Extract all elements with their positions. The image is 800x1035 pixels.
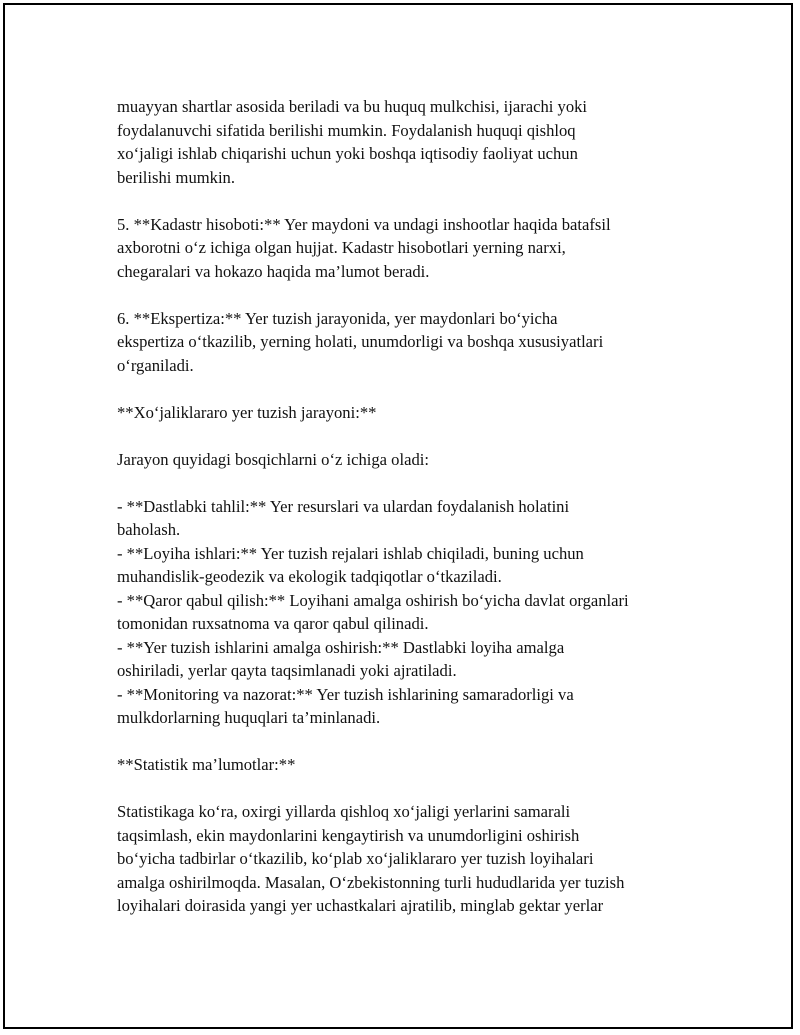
list-item-line: baholash. (117, 520, 181, 539)
paragraph-usage-rights (117, 95, 717, 189)
list-item-line: muhandislik-geodezik va ekologik tadqiqotlar o‘tkaziladi. (117, 567, 502, 586)
paragraph-stages-intro (117, 448, 717, 472)
text-line: chegaralari va hokazo haqida ma’lumot beradi. (117, 261, 430, 281)
list-item-line: - **Loyiha ishlari:** Yer tuzish rejalari ishlab chiqiladi, buning uchun (117, 543, 584, 563)
heading-interfarm-process (117, 401, 717, 425)
text-line: 5. **Kadastr hisoboti:** Yer maydoni va undagi inshootlar haqida batafsil (117, 214, 611, 234)
text-line: foydalanuvchi sifatida berilishi mumkin. Foydalanish huquqi qishloq (117, 120, 576, 140)
paragraph-expertise (117, 307, 717, 378)
list-item-line: - **Dastlabki tahlil:** Yer resurslari va ulardan foydalanish holatini (117, 496, 570, 516)
list-item-line: oshiriladi, yerlar qayta taqsimlanadi yoki ajratiladi. (117, 661, 457, 680)
text-line: xo‘jaligi ishlab chiqarishi uchun yoki boshqa iqtisodiy faoliyat uchun (117, 144, 578, 163)
list-item-line: mulkdorlarning huquqlari ta’minlanadi. (117, 708, 381, 727)
heading-statistics (117, 753, 717, 777)
list-item-line: - **Monitoring va nazorat:** Yer tuzish ishlarining samaradorligi va (117, 684, 574, 704)
text-line: bo‘yicha tadbirlar o‘tkazilib, ko‘plab xo‘jaliklararo yer tuzish loyihalari (117, 849, 594, 868)
list-item-line: tomonidan ruxsatnoma va qaror qabul qilinadi. (117, 614, 429, 633)
text-line: axborotni o‘z ichiga olgan hujjat. Kadastr hisobotlari yerning narxi, (117, 238, 566, 257)
stages-list (117, 495, 717, 730)
text-line: **Statistik ma’lumotlar:** (117, 755, 296, 774)
paragraph-cadastre-report (117, 213, 717, 284)
text-line: amalga oshirilmoqda. Masalan, O‘zbekistonning turli hududlarida yer tuzish (117, 872, 625, 892)
text-line: **Xo‘jaliklararo yer tuzish jarayoni:** (117, 402, 377, 422)
text-line: loyihalari doirasida yangi yer uchastkalari ajratilib, minglab gektar yerlar (117, 896, 604, 915)
text-line: Statistikaga ko‘ra, oxirgi yillarda qishloq xo‘jaligi yerlarini samarali (117, 802, 571, 821)
text-line: taqsimlash, ekin maydonlarini kengaytirish va unumdorligini oshirish (117, 825, 580, 845)
text-line: Jarayon quyidagi bosqichlarni o‘z ichiga oladi: (117, 449, 429, 469)
paragraph-statistics (117, 800, 717, 918)
document-body (117, 95, 717, 941)
text-line: o‘rganiladi. (117, 355, 194, 375)
list-item-line: - **Qaror qabul qilish:** Loyihani amalga oshirish bo‘yicha davlat organlari (117, 590, 629, 610)
text-line: 6. **Ekspertiza:** Yer tuzish jarayonida, yer maydonlari bo‘yicha (117, 308, 558, 328)
text-line: muayyan shartlar asosida beriladi va bu huquq mulkchisi, ijarachi yoki (117, 97, 588, 116)
list-item-line: - **Yer tuzish ishlarini amalga oshirish:** Dastlabki loyiha amalga (117, 637, 565, 657)
text-line: berilishi mumkin. (117, 167, 235, 187)
text-line: ekspertiza o‘tkazilib, yerning holati, unumdorligi va boshqa xususiyatlari (117, 332, 604, 351)
